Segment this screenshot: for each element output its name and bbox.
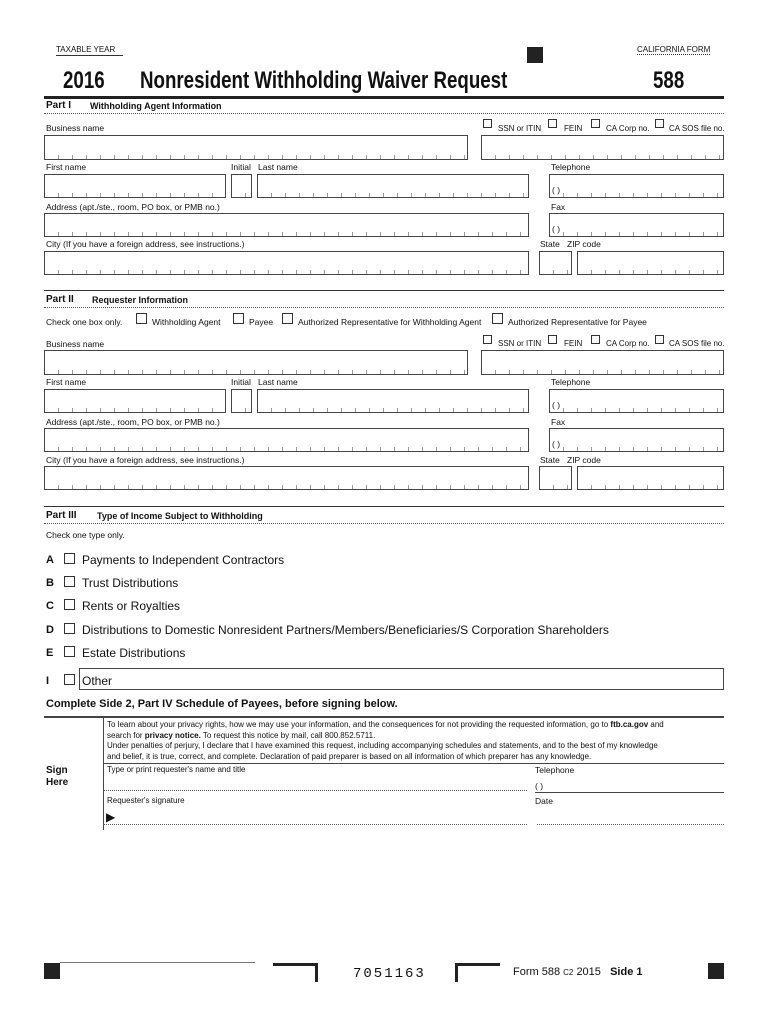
initial-label: Initial (231, 377, 251, 387)
rents-label: Rents or Royalties (82, 599, 181, 613)
address-input[interactable] (44, 428, 529, 452)
fax-input[interactable] (549, 213, 724, 237)
divider (44, 523, 724, 524)
sign-here-label (46, 765, 68, 789)
zip-input[interactable] (577, 466, 724, 490)
footer-side: Side 1 (610, 966, 643, 978)
divider (103, 718, 104, 830)
area-code-parens: ( ) (552, 400, 561, 410)
trust-checkbox[interactable] (64, 576, 75, 587)
corner-mark (455, 963, 500, 982)
other-label: Other (82, 674, 113, 688)
estate-label: Estate Distributions (82, 646, 186, 660)
ssn-checkbox[interactable] (483, 119, 492, 128)
last-name-input[interactable] (257, 389, 529, 413)
zip-label: ZIP code (567, 455, 601, 465)
item-letter: D (46, 624, 54, 636)
fein-checkbox[interactable] (548, 119, 557, 128)
telephone-label: Telephone (551, 377, 591, 387)
privacy-notice-text: privacy notice. (144, 730, 201, 740)
business-name-label: Business name (46, 123, 105, 133)
ssn-label: SSN or ITIN (498, 339, 542, 348)
divider (44, 96, 724, 99)
business-name-input[interactable] (44, 135, 468, 160)
privacy-and: and (648, 720, 664, 729)
ca-sos-checkbox[interactable] (655, 335, 664, 344)
name-title-input[interactable] (103, 790, 527, 791)
ca-corp-checkbox[interactable] (591, 119, 600, 128)
estate-checkbox[interactable] (64, 646, 75, 657)
date-label: Date (535, 796, 553, 806)
fein-checkbox[interactable] (548, 335, 557, 344)
check-one-label: Check one box only. (46, 317, 123, 327)
payee-label: Payee (249, 317, 274, 327)
address-label: Address (apt./ste., room, PO box, or PMB no.) (46, 417, 220, 427)
part3-label: Part III (46, 510, 77, 521)
ca-sos-checkbox[interactable] (655, 119, 664, 128)
ssn-checkbox[interactable] (483, 335, 492, 344)
fax-label: Fax (551, 202, 566, 212)
payee-checkbox[interactable] (233, 313, 244, 324)
id-number-input[interactable] (481, 135, 724, 160)
withholding-agent-checkbox[interactable] (136, 313, 147, 324)
ssn-label: SSN or ITIN (498, 124, 542, 133)
trust-label: Trust Distributions (82, 576, 179, 590)
first-name-input[interactable] (44, 389, 226, 413)
fein-label: FEIN (564, 124, 583, 133)
privacy-line1: To learn about your privacy rights, how we may use your information, and the consequences for not providing the requested information, go to (107, 720, 611, 729)
registration-mark (708, 963, 724, 979)
ca-sos-label: CA SOS file no. (669, 124, 725, 133)
footer-form: Form 588 (513, 966, 561, 978)
area-code-parens: ( ) (552, 185, 561, 195)
privacy-line2: search for (107, 730, 145, 740)
auth-rep-payee-label: Authorized Representative for Payee (508, 317, 647, 327)
item-letter: C (46, 600, 54, 612)
contractors-checkbox[interactable] (64, 553, 75, 564)
sign-text: Sign (46, 765, 68, 776)
corner-mark (273, 963, 318, 982)
tax-year: 2016 (63, 67, 105, 94)
first-name-input[interactable] (44, 174, 226, 198)
item-letter: I (46, 675, 50, 687)
state-label: State (540, 239, 560, 249)
signature-label: Requester's signature (107, 796, 185, 805)
telephone-label: Telephone (551, 162, 591, 172)
form-code: 7051163 (353, 966, 426, 982)
city-input[interactable] (44, 466, 529, 490)
zip-label: ZIP code (567, 239, 601, 249)
sign-telephone-input[interactable]: ( ) (535, 781, 544, 791)
form-title: Nonresident Withholding Waiver Request (140, 67, 508, 94)
date-input[interactable] (537, 824, 724, 825)
partners-label: Distributions to Domestic Nonresident Partners/Members/Beneficiaries/S Corporation Shareholders (82, 623, 609, 637)
fein-label: FEIN (564, 339, 583, 348)
divider (535, 792, 724, 793)
privacy-mail-text: To request this notice by mail, call 800.852.5711. (200, 730, 376, 740)
item-letter: E (46, 647, 54, 659)
fax-label: Fax (551, 417, 566, 427)
address-input[interactable] (44, 213, 529, 237)
address-label: Address (apt./ste., room, PO box, or PMB no.) (46, 202, 220, 212)
item-letter: B (46, 577, 54, 589)
check-one-type-label: Check one type only. (46, 530, 125, 540)
california-form-label: CALIFORNIA FORM (637, 45, 711, 54)
privacy-text (107, 720, 664, 762)
signing-instruction: Complete Side 2, Part IV Schedule of Payees, before signing below. (46, 698, 398, 710)
last-name-label: Last name (258, 162, 298, 172)
part2-title: Requester Information (92, 295, 189, 305)
city-label: City (If you have a foreign address, see instructions.) (46, 239, 245, 249)
zip-input[interactable] (577, 251, 724, 275)
state-input[interactable] (539, 466, 572, 490)
last-name-input[interactable] (257, 174, 529, 198)
form-number: 588 (653, 67, 685, 94)
ca-corp-label: CA Corp no. (606, 339, 650, 348)
withholding-agent-label: Withholding Agent (152, 317, 221, 327)
first-name-label: First name (46, 377, 87, 387)
initial-label: Initial (231, 162, 251, 172)
divider (44, 113, 724, 114)
telephone-input[interactable] (549, 389, 724, 413)
ca-corp-label: CA Corp no. (606, 124, 650, 133)
footer-form-info (513, 966, 643, 978)
rents-checkbox[interactable] (64, 599, 75, 610)
taxable-year-label: TAXABLE YEAR (56, 45, 123, 56)
initial-input[interactable] (231, 389, 252, 413)
divider (44, 307, 724, 308)
ca-corp-checkbox[interactable] (591, 335, 600, 344)
other-checkbox[interactable] (64, 674, 75, 685)
other-input[interactable] (79, 668, 724, 690)
here-text: Here (46, 777, 69, 788)
signature-input[interactable] (103, 824, 527, 825)
city-label: City (If you have a foreign address, see instructions.) (46, 455, 245, 465)
arrow-icon: ▶ (106, 810, 116, 824)
footer-year: 2015 (576, 966, 601, 978)
contractors-label: Payments to Independent Contractors (82, 553, 285, 567)
state-label: State (540, 455, 560, 465)
registration-mark (527, 47, 543, 63)
auth-rep-agent-label: Authorized Representative for Withholding Agent (298, 317, 482, 327)
divider (44, 506, 724, 507)
divider (44, 716, 724, 718)
perjury-line2: and belief, it is true, correct, and complete. Declaration of paid preparer is based on all information of which preparer has any knowledge. (107, 751, 592, 761)
telephone-input[interactable] (549, 174, 724, 198)
registration-mark (44, 963, 60, 979)
area-code-parens: ( ) (552, 439, 561, 449)
last-name-label: Last name (258, 377, 298, 387)
id-number-input[interactable] (481, 350, 724, 375)
part2-label: Part II (46, 294, 74, 305)
city-input[interactable] (44, 251, 529, 275)
footer-c2: C2 (563, 968, 574, 977)
part3-title: Type of Income Subject to Withholding (97, 511, 263, 521)
auth-rep-payee-checkbox[interactable] (492, 313, 503, 324)
part1-title: Withholding Agent Information (90, 101, 222, 111)
ca-sos-label: CA SOS file no. (669, 339, 725, 348)
divider (44, 290, 724, 291)
name-title-label: Type or print requester's name and title (107, 765, 246, 774)
business-name-input[interactable] (44, 350, 468, 375)
area-code-parens: ( ) (552, 224, 561, 234)
sign-telephone-label: Telephone (535, 765, 575, 775)
state-input[interactable] (539, 251, 572, 275)
auth-rep-agent-checkbox[interactable] (282, 313, 293, 324)
part1-label: Part I (46, 100, 72, 111)
divider (103, 763, 724, 764)
initial-input[interactable] (231, 174, 252, 198)
first-name-label: First name (46, 162, 87, 172)
business-name-label: Business name (46, 339, 105, 349)
item-letter: A (46, 554, 54, 566)
fax-input[interactable] (549, 428, 724, 452)
perjury-line1: Under penalties of perjury, I declare that I have examined this request, including accompanying schedules and statements, and to the best of my knowledge (107, 741, 658, 750)
ftb-link[interactable]: ftb.ca.gov (610, 720, 649, 729)
partners-checkbox[interactable] (64, 623, 75, 634)
divider (60, 962, 255, 963)
